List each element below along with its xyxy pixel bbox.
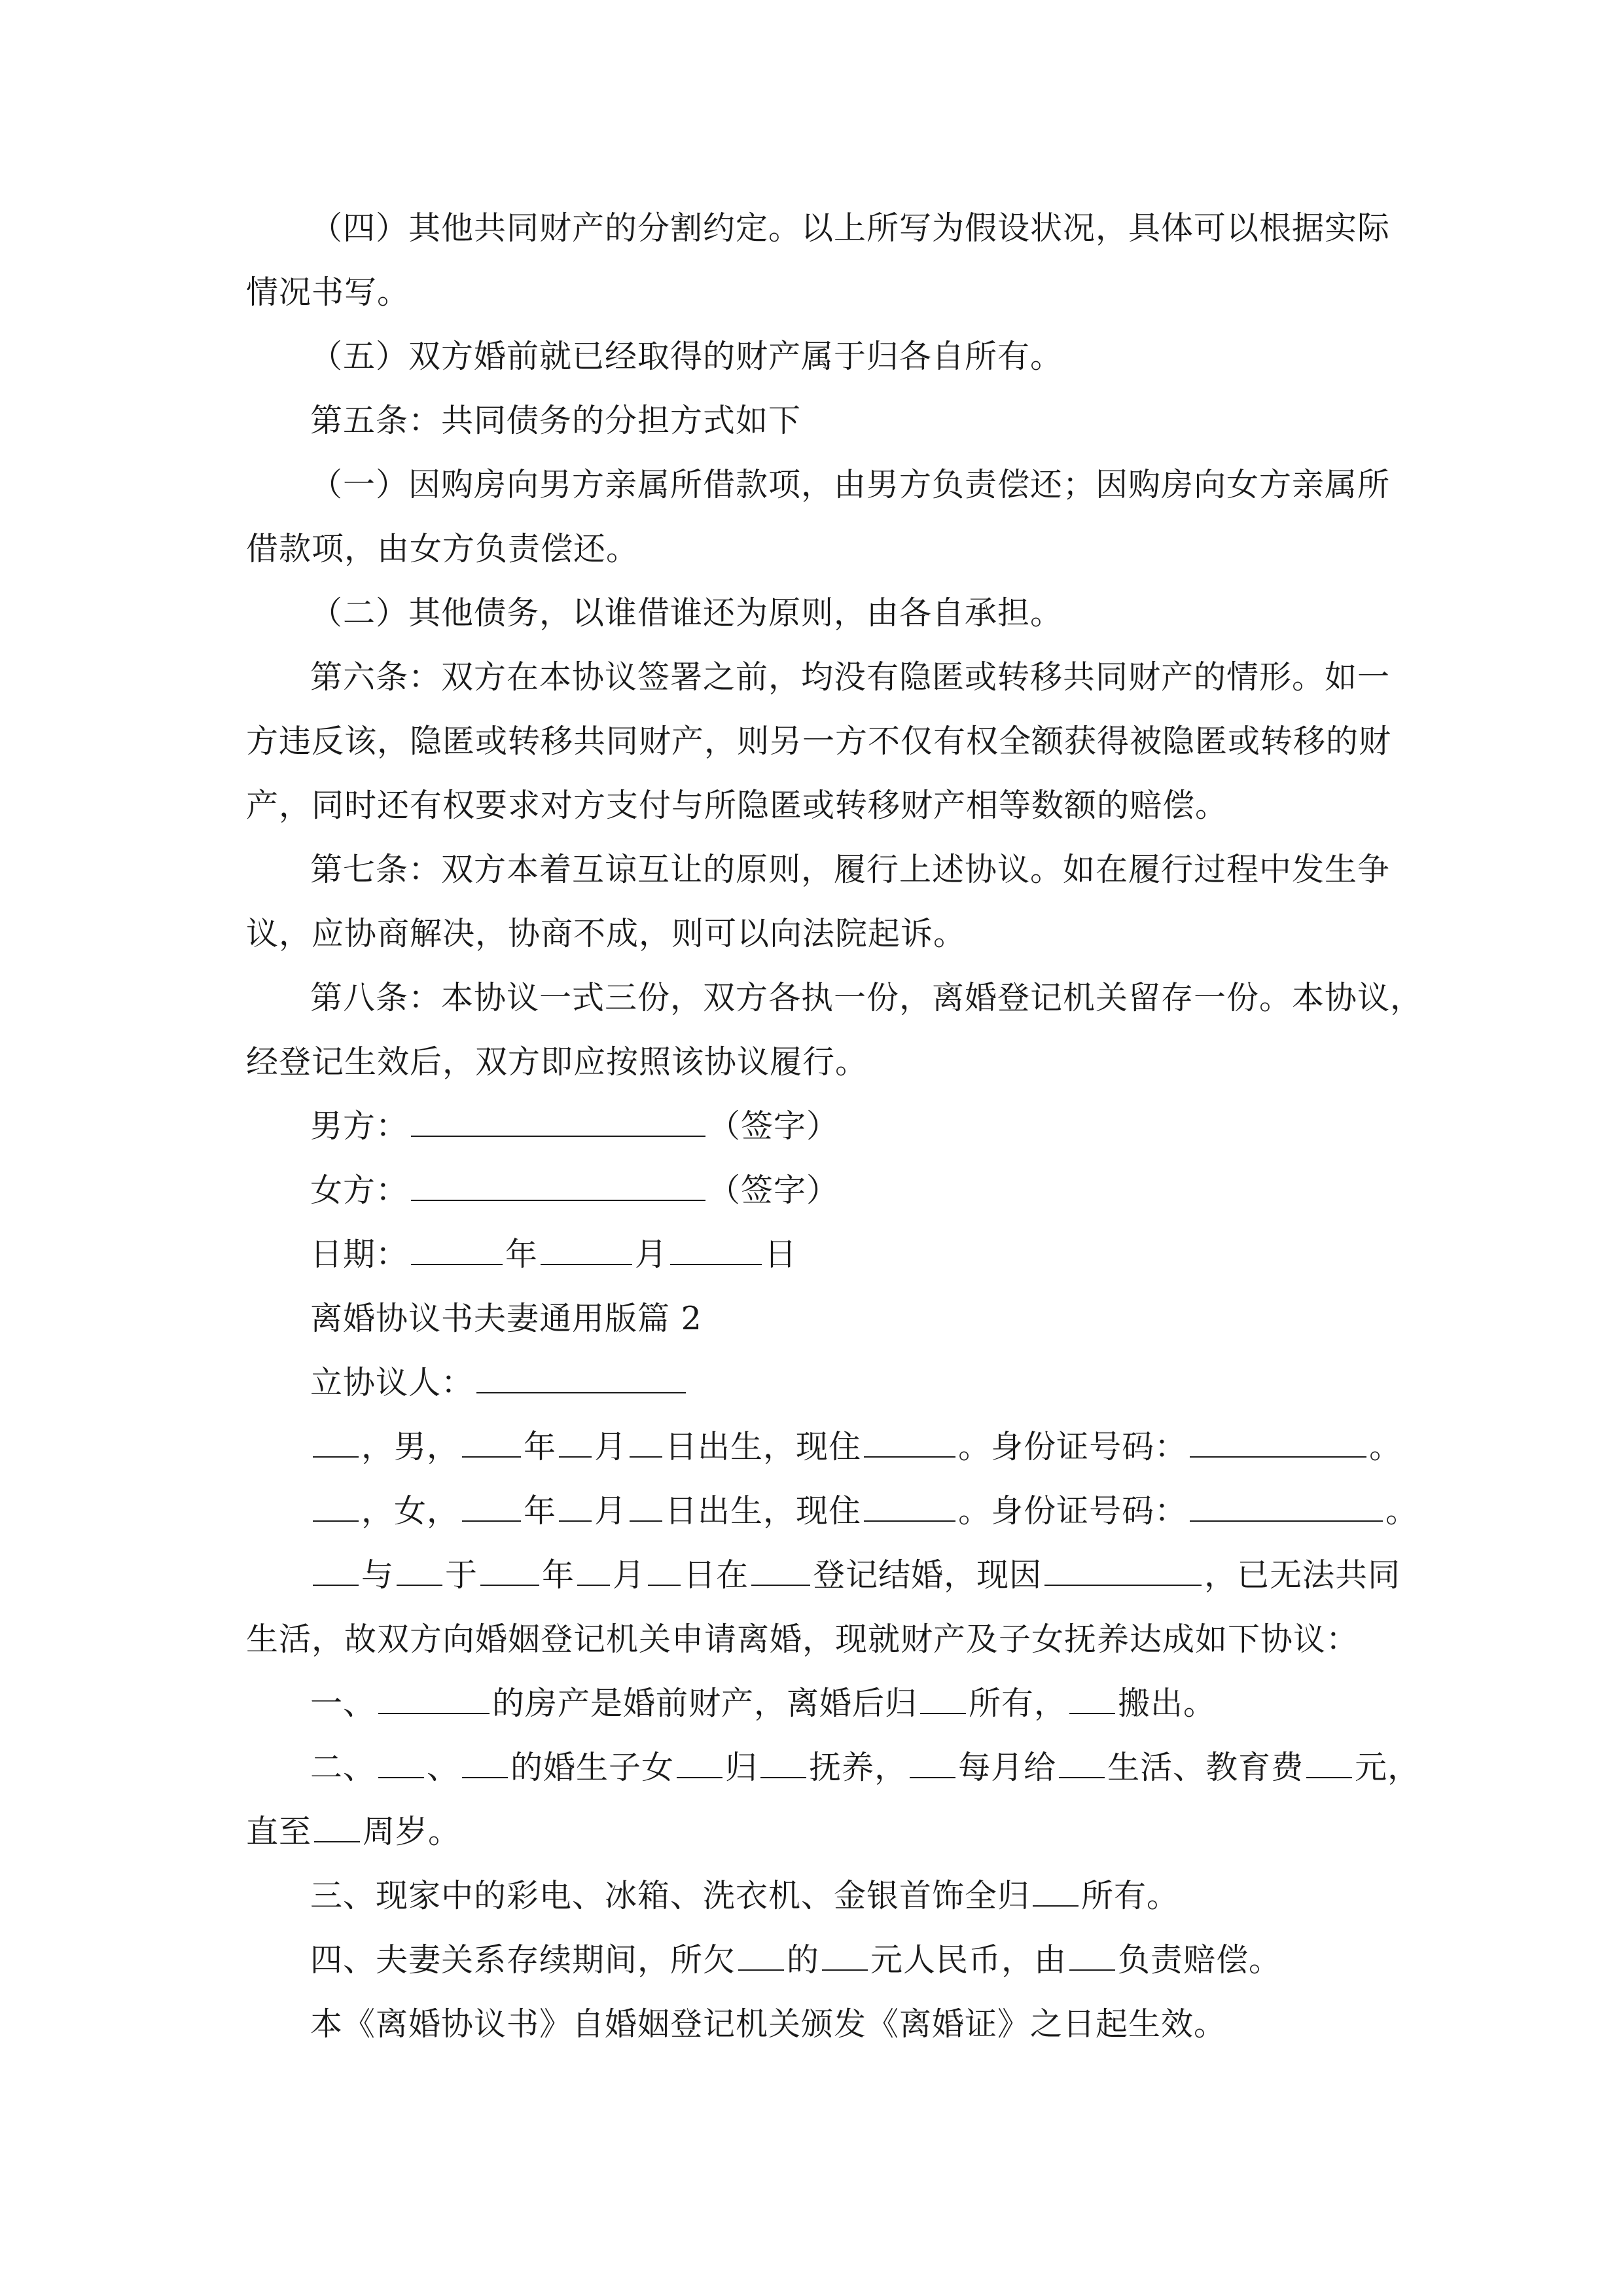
male-party-line bbox=[246, 1415, 1402, 1479]
item-4-pay: 负责赔偿。 bbox=[1118, 1941, 1282, 1979]
male-label: 男方： bbox=[310, 1107, 409, 1145]
item-2-receiver-field[interactable] bbox=[1059, 1751, 1105, 1778]
date-day-field[interactable] bbox=[670, 1238, 762, 1265]
clause-4-5: （五）双方婚前就已经取得的财产属于归各自所有。 bbox=[310, 338, 1063, 375]
male-birth-month-field[interactable] bbox=[559, 1430, 592, 1458]
party-label: 立协议人： bbox=[310, 1364, 474, 1401]
article-8-line-2: 经登记生效后，双方即应按照该协议履行。 bbox=[246, 1043, 868, 1081]
female-signature-line bbox=[246, 1158, 1385, 1223]
month-label: 月 bbox=[635, 1236, 668, 1273]
year-label: 年 bbox=[524, 1492, 557, 1530]
male-signature-field[interactable] bbox=[411, 1109, 705, 1137]
date-year-field[interactable] bbox=[411, 1238, 503, 1265]
male-address-field[interactable] bbox=[864, 1430, 955, 1458]
item-2-cost: 生活、教育费 bbox=[1107, 1749, 1304, 1786]
female-birth-day-field[interactable] bbox=[630, 1494, 662, 1522]
article-7-line-2: 议，应协商解决，协商不成，则可以向法院起诉。 bbox=[246, 915, 967, 952]
marry-name-b-field[interactable] bbox=[397, 1558, 442, 1586]
female-id-field[interactable] bbox=[1190, 1494, 1383, 1522]
year-label: 年 bbox=[542, 1556, 575, 1594]
marry-name-a-field[interactable] bbox=[313, 1558, 359, 1586]
female-sign-note: （签字） bbox=[708, 1172, 840, 1209]
female-birth-month-field[interactable] bbox=[559, 1494, 592, 1522]
female-born: 日出生，现住 bbox=[665, 1492, 862, 1530]
article-6-line-2: 方违反该，隐匿或转移共同财产，则另一方不仅有权全额获得被隐匿或转移的财 bbox=[246, 723, 1392, 760]
month-label: 月 bbox=[594, 1428, 628, 1465]
female-address-field[interactable] bbox=[864, 1494, 955, 1522]
date-line bbox=[246, 1223, 1385, 1287]
section-2-title: 离婚协议书夫妻通用版篇 2 bbox=[310, 1300, 702, 1337]
year-label: 年 bbox=[524, 1428, 557, 1465]
article-8-line-1: 第八条：本协议一式三份，双方各执一份，离婚登记机关留存一份。本协议， bbox=[310, 979, 1423, 1016]
item-2-gui: 归 bbox=[725, 1749, 758, 1786]
item-4-of: 的 bbox=[787, 1941, 820, 1979]
item-2-line-2 bbox=[246, 1800, 1385, 1864]
party-line bbox=[246, 1351, 1385, 1415]
item-2-amount-field[interactable] bbox=[1306, 1751, 1352, 1778]
item-1-property-field[interactable] bbox=[378, 1687, 490, 1714]
divorce-reason-field[interactable] bbox=[1044, 1558, 1202, 1586]
clause-5-1-line-2: 借款项，由女方负责偿还。 bbox=[246, 530, 639, 567]
female-label: 女方： bbox=[310, 1172, 409, 1209]
item-2-age: 周岁。 bbox=[363, 1813, 461, 1850]
item-2-line-1 bbox=[246, 1736, 1421, 1800]
female-line-end: 。 bbox=[1385, 1492, 1419, 1530]
item-2-parent-a-field[interactable] bbox=[378, 1751, 424, 1778]
male-birth-year-field[interactable] bbox=[462, 1430, 521, 1458]
month-label: 月 bbox=[594, 1492, 628, 1530]
item-2-parent-b-field[interactable] bbox=[462, 1751, 508, 1778]
item-2-raise: 抚养， bbox=[809, 1749, 908, 1786]
item-3-owner-field[interactable] bbox=[1033, 1879, 1079, 1907]
item-1-out: 搬出。 bbox=[1118, 1685, 1217, 1722]
item-1-mid: 的房产是婚前财产，离婚后归 bbox=[492, 1685, 918, 1722]
item-2-custodian-field[interactable] bbox=[760, 1751, 806, 1778]
document-page bbox=[246, 196, 1423, 2056]
item-1-own: 所有， bbox=[969, 1685, 1067, 1722]
date-month-field[interactable] bbox=[541, 1238, 632, 1265]
cannot-label: ，已无法共同 bbox=[1204, 1556, 1401, 1594]
male-id-label: 。身份证号码： bbox=[958, 1428, 1188, 1465]
item-2-child: 的婚生子女 bbox=[510, 1749, 675, 1786]
male-born: 日出生，现住 bbox=[665, 1428, 862, 1465]
female-birth-year-field[interactable] bbox=[462, 1494, 521, 1522]
male-name-field[interactable] bbox=[313, 1430, 359, 1458]
month-label: 月 bbox=[613, 1556, 646, 1594]
at-label: 于 bbox=[445, 1556, 478, 1594]
male-birth-day-field[interactable] bbox=[630, 1430, 662, 1458]
article-5-heading: 第五条：共同债务的分担方式如下 bbox=[310, 402, 802, 439]
item-3-own: 所有。 bbox=[1081, 1877, 1180, 1914]
date-label: 日期： bbox=[310, 1236, 409, 1273]
item-1-moveout-field[interactable] bbox=[1069, 1687, 1115, 1714]
male-id-field[interactable] bbox=[1190, 1430, 1366, 1458]
item-4-creditor-field[interactable] bbox=[738, 1943, 784, 1971]
marry-day-field[interactable] bbox=[648, 1558, 681, 1586]
male-sign-note: （签字） bbox=[708, 1107, 840, 1145]
marriage-line-1 bbox=[246, 1543, 1401, 1607]
female-sep: ，女， bbox=[361, 1492, 460, 1530]
female-signature-field[interactable] bbox=[411, 1174, 705, 1201]
with-label: 与 bbox=[361, 1556, 395, 1594]
clause-5-1-line-1: （一）因购房向男方亲属所借款项，由男方负责偿还；因购房向女方亲属所 bbox=[310, 466, 1391, 503]
item-2-age-field[interactable] bbox=[314, 1815, 360, 1842]
marry-month-field[interactable] bbox=[577, 1558, 610, 1586]
day-label: 日 bbox=[764, 1236, 798, 1273]
marry-year-field[interactable] bbox=[480, 1558, 539, 1586]
item-2-prefix: 二、 bbox=[310, 1749, 376, 1786]
male-signature-line bbox=[246, 1094, 1385, 1158]
clause-4-4-line-1: （四）其他共同财产的分割约定。以上所写为假设状况，具体可以根据实际 bbox=[310, 209, 1391, 247]
effect-line: 本《离婚协议书》自婚姻登记机关颁发《离婚证》之日起生效。 bbox=[310, 2005, 1227, 2043]
marry-place-field[interactable] bbox=[751, 1558, 810, 1586]
item-1-owner-field[interactable] bbox=[920, 1687, 966, 1714]
male-line-end: 。 bbox=[1369, 1428, 1402, 1465]
item-2-child-field[interactable] bbox=[677, 1751, 722, 1778]
male-sep: ，男， bbox=[361, 1428, 460, 1465]
item-2-sep: 、 bbox=[427, 1749, 460, 1786]
female-id-label: 。身份证号码： bbox=[958, 1492, 1188, 1530]
marriage-line-2: 生活，故双方向婚姻登记机关申请离婚，现就财产及子女抚养达成如下协议： bbox=[246, 1621, 1359, 1658]
item-2-payer-field[interactable] bbox=[910, 1751, 955, 1778]
item-4-rmb: 元人民币，由 bbox=[870, 1941, 1067, 1979]
item-4-text: 四、夫妻关系存续期间，所欠 bbox=[310, 1941, 736, 1979]
party-field[interactable] bbox=[476, 1366, 686, 1393]
female-party-line bbox=[246, 1479, 1419, 1543]
article-6-line-1: 第六条：双方在本协议签署之前，均没有隐匿或转移共同财产的情形。如一 bbox=[310, 658, 1391, 696]
item-3-line bbox=[246, 1864, 1385, 1928]
clause-4-4-line-2: 情况书写。 bbox=[246, 274, 410, 311]
item-4-line bbox=[246, 1928, 1385, 1992]
item-2-monthly: 每月给 bbox=[958, 1749, 1057, 1786]
clause-5-2: （二）其他债务，以谁借谁还为原则，由各自承担。 bbox=[310, 594, 1063, 632]
item-1-prefix: 一、 bbox=[310, 1685, 376, 1722]
item-4-payer-field[interactable] bbox=[1069, 1943, 1115, 1971]
item-3-text: 三、现家中的彩电、冰箱、洗衣机、金银首饰全归 bbox=[310, 1877, 1031, 1914]
article-7-line-1: 第七条：双方本着互谅互让的原则，履行上述协议。如在履行过程中发生争 bbox=[310, 851, 1391, 888]
item-1-line bbox=[246, 1672, 1385, 1736]
item-2-yuan: 元， bbox=[1355, 1749, 1421, 1786]
item-4-amount-field[interactable] bbox=[822, 1943, 868, 1971]
item-2-until: 直至 bbox=[246, 1813, 312, 1850]
female-name-field[interactable] bbox=[313, 1494, 359, 1522]
day-at-label: 日在 bbox=[683, 1556, 749, 1594]
registered-label: 登记结婚，现因 bbox=[813, 1556, 1043, 1594]
article-6-line-3: 产，同时还有权要求对方支付与所隐匿或转移财产相等数额的赔偿。 bbox=[246, 787, 1228, 824]
year-label: 年 bbox=[505, 1236, 539, 1273]
